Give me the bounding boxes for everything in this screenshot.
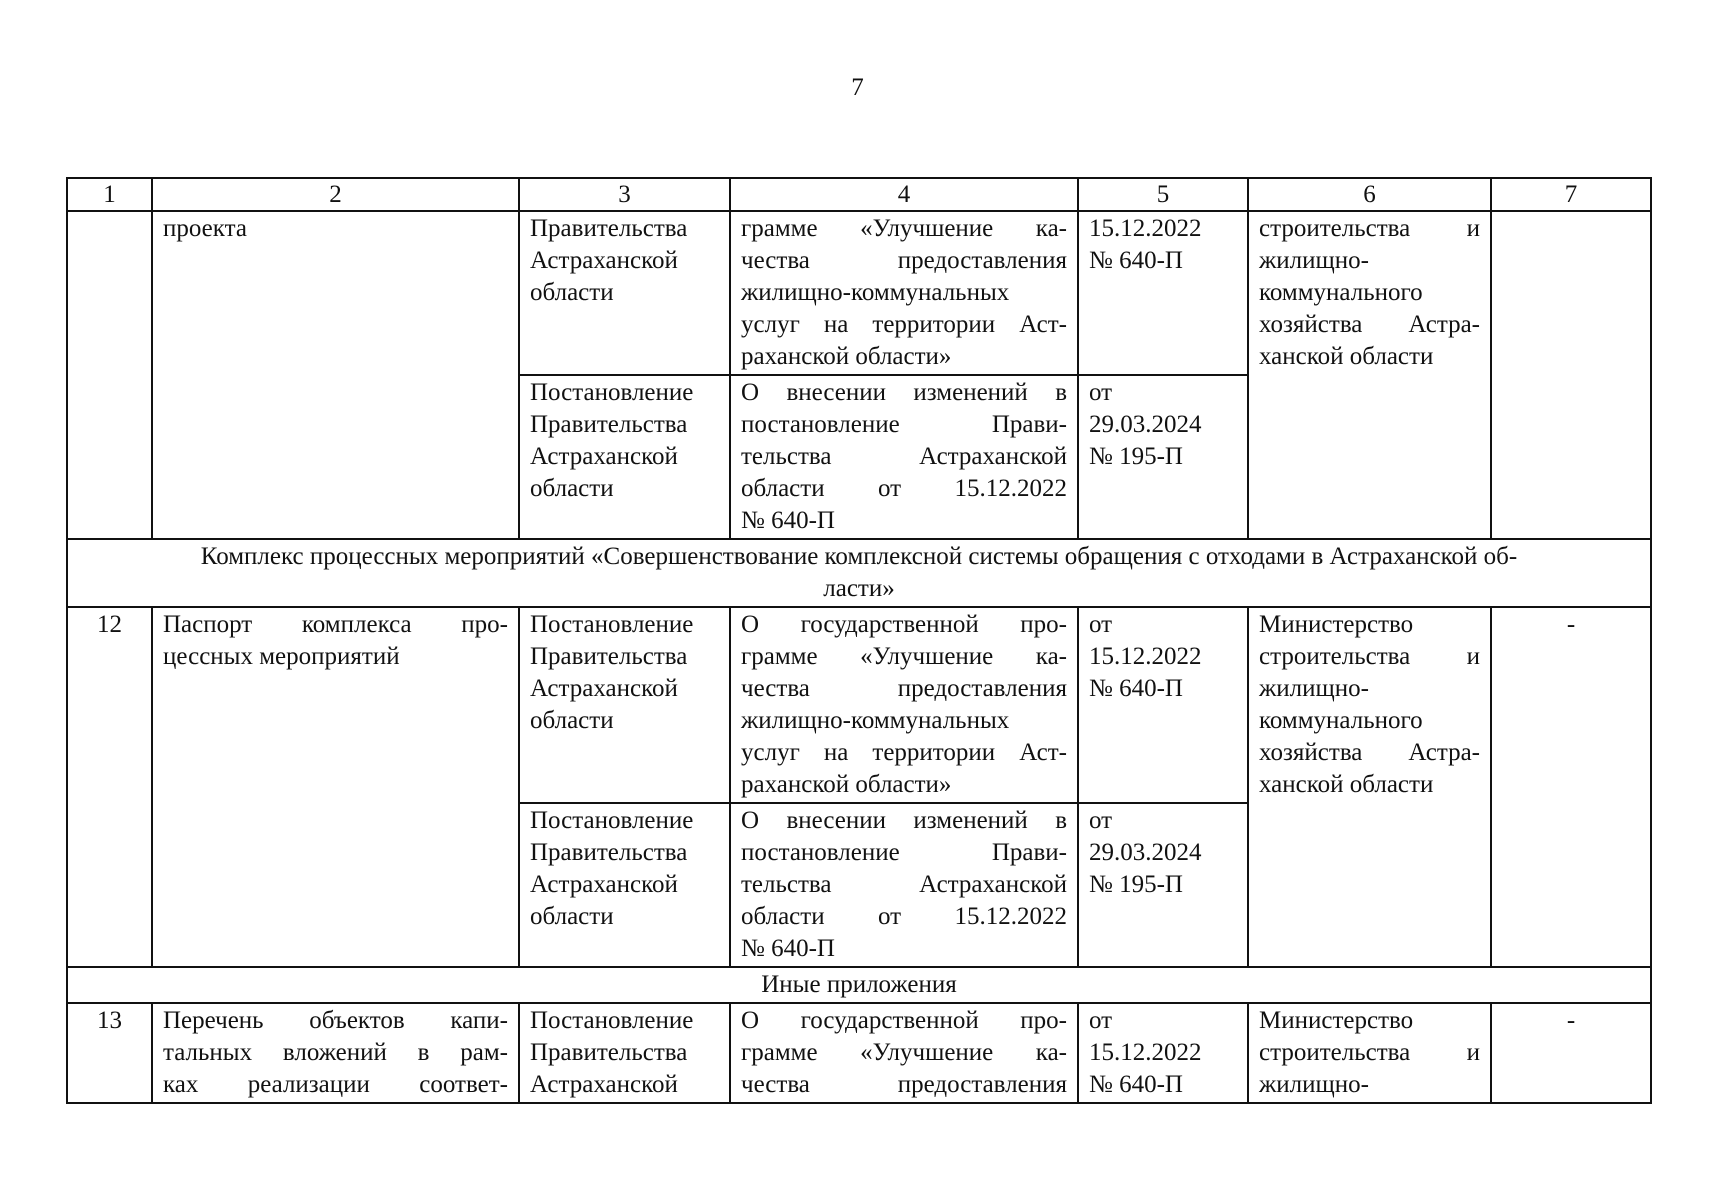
- document-title-cell: О внесении изменений в постановление Прави- тельства Астраханской области от 15.12.2022 № 640-П: [730, 803, 1078, 967]
- document-date-cell: от 15.12.2022 № 640-П: [1078, 607, 1248, 803]
- document-name-cell: Перечень объектов капи- тальных вложений в рам- ках реализации соответ-: [152, 1003, 519, 1103]
- note-cell: [1491, 211, 1651, 539]
- responsible-cell: Министерство строительства и жилищно-: [1248, 1003, 1491, 1103]
- row-number-cell: [67, 211, 152, 539]
- document-type-cell: Постановление Правительства Астраханской области: [519, 375, 730, 539]
- table-row: [67, 1003, 1651, 1103]
- page-number: 7: [851, 74, 864, 101]
- document-title-cell: О внесении изменений в постановление Прави- тельства Астраханской области от 15.12.2022 № 640-П: [730, 375, 1078, 539]
- document-date-cell: от 29.03.2024 № 195-П: [1078, 803, 1248, 967]
- section-title: Иные приложения: [67, 967, 1651, 1003]
- document-type-cell: Правительства Астраханской области: [519, 211, 730, 375]
- note-cell: -: [1491, 1003, 1651, 1103]
- document-date-cell: 15.12.2022 № 640-П: [1078, 211, 1248, 375]
- table-row: [67, 607, 1651, 803]
- document-title-cell: О государственной про- грамме «Улучшение ка- чества предоставления: [730, 1003, 1078, 1103]
- document-title-cell: О государственной про- грамме «Улучшение ка- чества предоставления жилищно-коммунальных услуг на территории Аст- раханской области»: [730, 607, 1078, 803]
- registry-table: [66, 177, 1652, 1104]
- header-cell: 7: [1491, 178, 1651, 211]
- header-cell: 1: [67, 178, 152, 211]
- header-cell: 4: [730, 178, 1078, 211]
- document-type-cell: Постановление Правительства Астраханской: [519, 1003, 730, 1103]
- document-name-cell: проекта: [152, 211, 519, 539]
- header-cell: 2: [152, 178, 519, 211]
- document-date-cell: от 29.03.2024 № 195-П: [1078, 375, 1248, 539]
- document-name-cell: Паспорт комплекса про- цессных мероприятий: [152, 607, 519, 967]
- section-row: [67, 967, 1651, 1003]
- document-type-cell: Постановление Правительства Астраханской области: [519, 803, 730, 967]
- header-row: [67, 178, 1651, 211]
- header-cell: 5: [1078, 178, 1248, 211]
- note-cell: -: [1491, 607, 1651, 967]
- header-cell: 3: [519, 178, 730, 211]
- responsible-cell: Министерство строительства и жилищно- коммунального хозяйства Астра- ханской области: [1248, 607, 1491, 967]
- table-row: [67, 211, 1651, 375]
- row-number-cell: 12: [67, 607, 152, 967]
- row-number-cell: 13: [67, 1003, 152, 1103]
- header-cell: 6: [1248, 178, 1491, 211]
- document-date-cell: от 15.12.2022 № 640-П: [1078, 1003, 1248, 1103]
- section-title: Комплекс процессных мероприятий «Совершенствование комплексной системы обращения с отходами в Астраханской об- ласти»: [67, 539, 1651, 607]
- section-row: [67, 539, 1651, 607]
- document-title-cell: грамме «Улучшение ка- чества предоставления жилищно-коммунальных услуг на территории Аст- раханской области»: [730, 211, 1078, 375]
- document-type-cell: Постановление Правительства Астраханской области: [519, 607, 730, 803]
- responsible-cell: строительства и жилищно- коммунального хозяйства Астра- ханской области: [1248, 211, 1491, 539]
